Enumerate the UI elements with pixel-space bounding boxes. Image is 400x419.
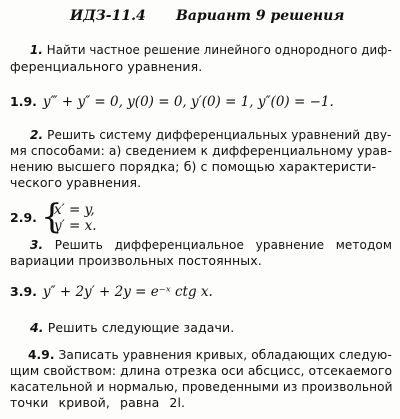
task-2-line-2: мя способами: а) сведением к дифференциальному урав- <box>10 143 392 158</box>
task-4-text: Решить следующие задачи. <box>47 320 235 335</box>
task-2-line-4: ческого уравнения. <box>10 175 142 190</box>
problem-4-9-line-3: касательной и нормалью, проведенными из произвольной <box>10 379 393 394</box>
problem-1-9-equation: y‴ + y″ = 0, y(0) = 0, y′(0) = 1, y″(0) = −1. <box>42 94 334 110</box>
problem-2-9-label: 2.9. <box>10 210 37 225</box>
problem-4-9-label: 4.9. <box>28 347 55 362</box>
task-1-line-1 <box>30 42 392 58</box>
variant-title: Вариант 9 решения <box>176 8 345 24</box>
task-4-line <box>30 320 234 336</box>
problem-1-9 <box>10 94 334 110</box>
problem-3-9-equation: y″ + 2y′ + 2y = e⁻ˣ ctg x. <box>42 284 213 300</box>
problem-1-9-label: 1.9. <box>10 94 37 109</box>
problem-4-9-line-2: щим свойством: длина отрезка оси абсцисс, отсекаемого <box>10 363 393 378</box>
problem-2-9 <box>10 197 110 237</box>
task-3-line-1 <box>30 237 392 253</box>
task-2-line-3: нению высшего порядка; б) с помощью характеристи- <box>10 159 377 174</box>
task-2-number: 2. <box>30 127 44 142</box>
task-3-number: 3. <box>30 237 44 252</box>
problem-3-9-label: 3.9. <box>10 284 37 299</box>
task-3-line-2: вариации произвольных постоянных. <box>10 253 262 268</box>
problem-4-9-text-1: Записать уравнения кривых, обладающих следую- <box>58 347 392 362</box>
task-3-text-1: Решить дифференциальное уравнение методом <box>54 237 393 252</box>
system-equation-2: y′ = x. <box>54 218 97 234</box>
task-1-line-2: ференциального уравнения. <box>10 59 203 74</box>
problem-3-9 <box>10 284 213 300</box>
assignment-title: ИДЗ-11.4 <box>70 8 146 24</box>
task-1-text-1: Найти частное решение линейного однородного диф- <box>46 42 392 57</box>
task-2-text-1: Решить систему дифференциальных уравнений дву- <box>47 127 392 142</box>
problem-4-9-line-4: точки кривой, равна 2l. <box>10 395 186 410</box>
task-1-number: 1. <box>30 42 43 57</box>
task-4-number: 4. <box>30 320 44 335</box>
task-2-line-1 <box>30 127 392 143</box>
problem-4-9-line-1 <box>28 347 392 363</box>
system-brace: { <box>41 197 63 237</box>
system-equation-1: x′ = y, <box>54 202 95 218</box>
